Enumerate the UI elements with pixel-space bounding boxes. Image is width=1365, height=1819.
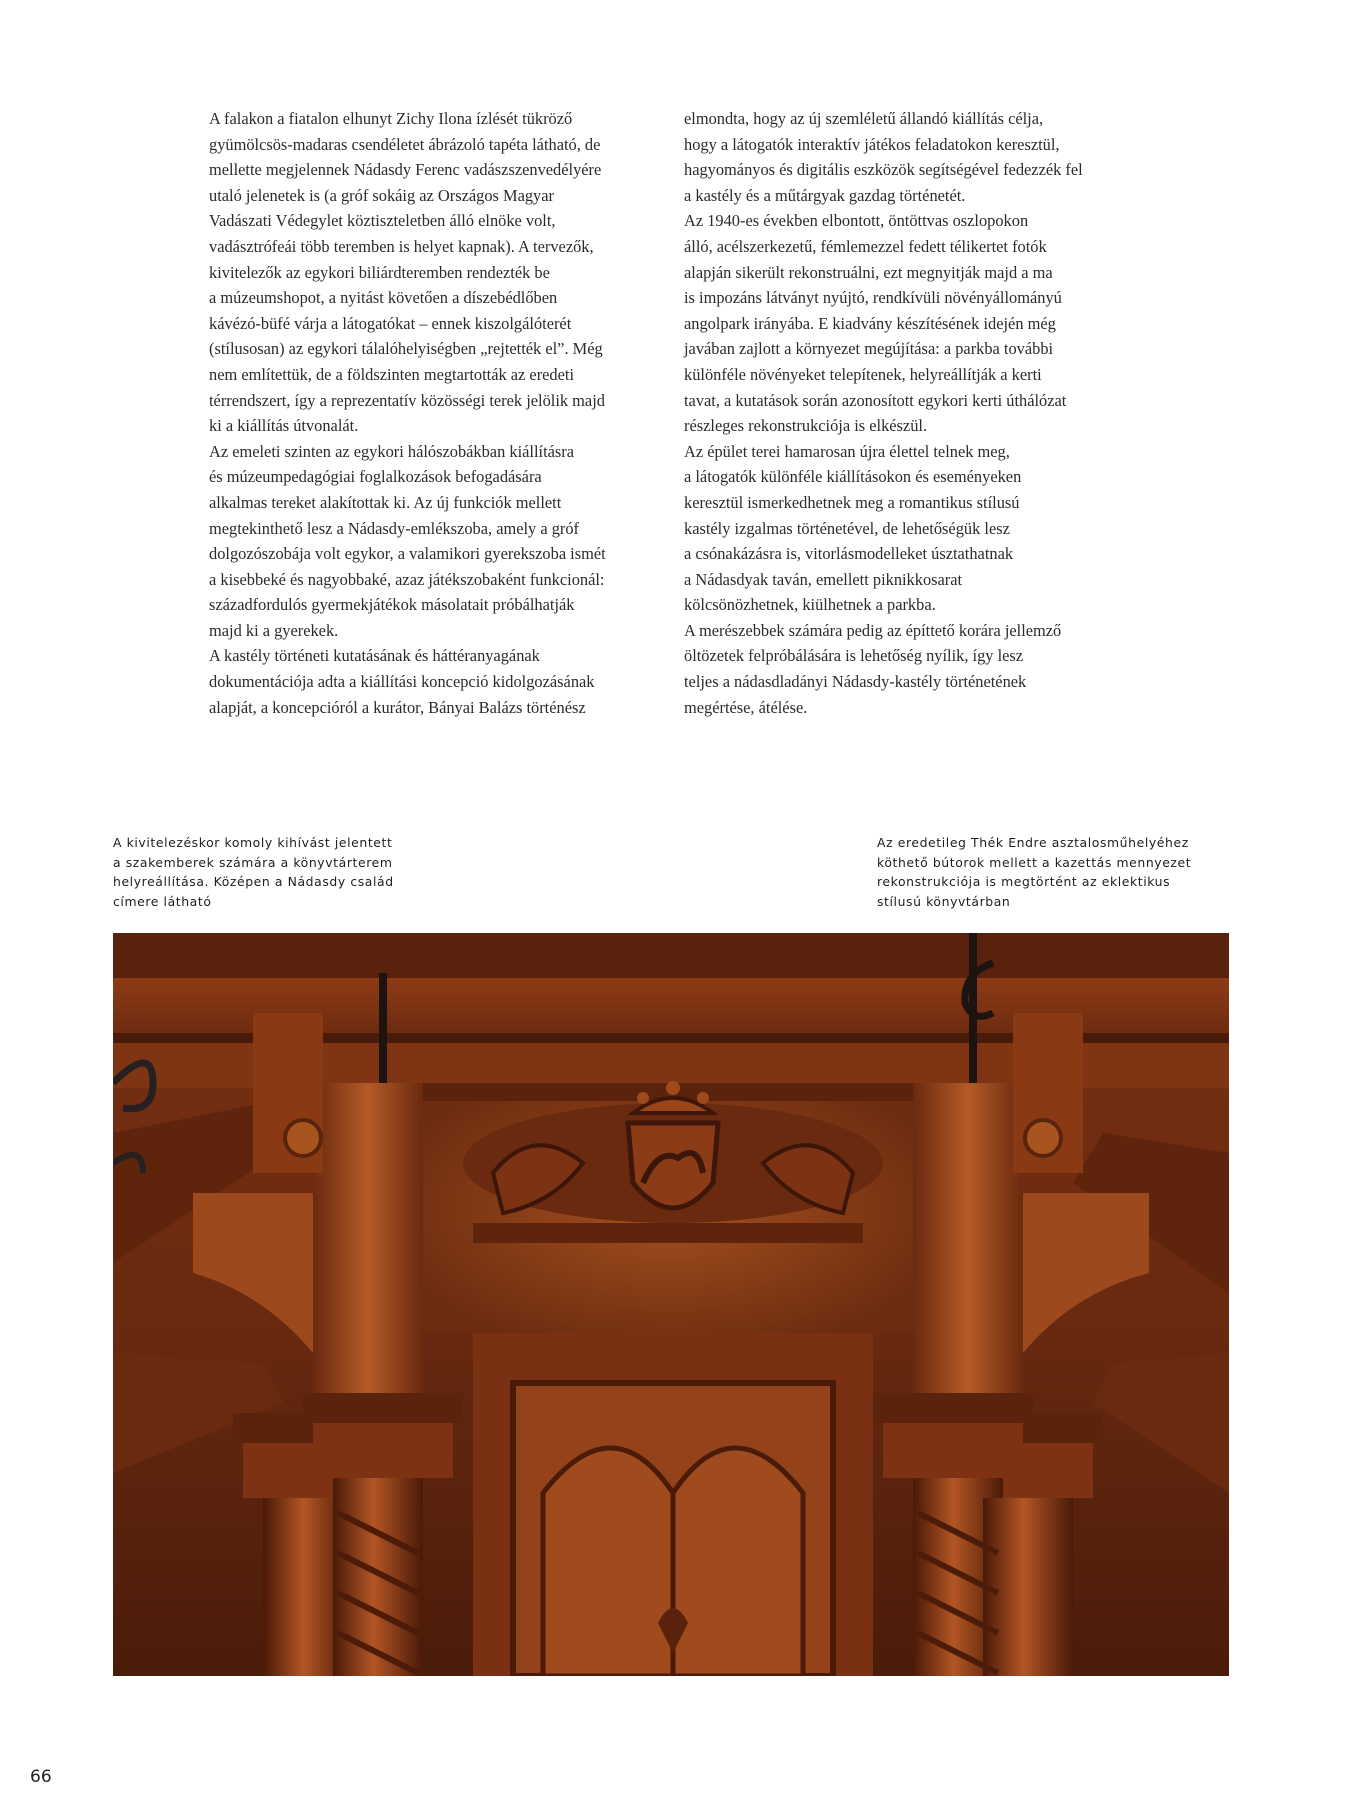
text-line: elmondta, hogy az új szemléletű állandó kiállítás célja, [684,109,1044,128]
text-line: Az 1940-es években elbontott, öntöttvas oszlopokon [684,211,1029,231]
text-line: javában zajlott a környezet megújítása: a parkba további [684,339,1054,359]
caption-line: A kivitelezéskor komoly kihívást jelentett [113,835,393,850]
text-line: hogy a látogatók interaktív játékos feladatokon keresztül, [684,134,1060,154]
text-line: dokumentációja adta a kiállítási koncepció kidolgozásának [209,672,595,692]
caption-line: Az eredetileg Thék Endre asztalosműhelyéhez [877,835,1189,850]
text-line: a kisebbeké és nagyobbaké, azaz játékszobaként funkcionál: [209,569,605,589]
text-line: alapját, a koncepcióról a kurátor, Bányai Balázs történész [209,697,586,717]
text-line: kölcsönözhetnek, kiülhetnek a parkba. [684,595,936,615]
text-line: alkalmas tereket alakítottak ki. Az új funkciók mellett [209,492,562,512]
text-line: álló, acélszerkezetű, fémlemezzel fedett télikertet fotók [684,236,1047,256]
text-line: századfordulós gyermekjátékok másolatait próbálhatják [209,595,575,615]
library-woodwork-photo [113,933,1229,1676]
text-line: vadásztrófeái több teremben is helyet kapnak). A tervezők, [209,236,594,256]
photo-caption-left [113,833,394,911]
text-line: mellette megjelennek Nádasdy Ferenc vadászszenvedélyére [209,160,602,180]
text-line: és múzeumpedagógiai foglalkozások befogadására [209,467,542,487]
text-line: a kastély és a műtárgyak gazdag történetét. [684,185,966,205]
caption-line: köthető bútorok mellett a kazettás mennyezet [877,854,1192,870]
text-line: teljes a nádasdladányi Nádasdy-kastély történetének [684,672,1027,692]
photo-caption-right [877,833,1191,911]
text-line: ki a kiállítás útvonalát. [209,416,359,436]
body-text-right-column [684,106,1154,720]
text-line: a látogatók különféle kiállításokon és eseményeken [684,467,1022,487]
text-line: majd ki a gyerekek. [209,620,339,640]
text-line: A kastély történeti kutatásának és háttéranyagának [209,646,540,666]
caption-line: a szakemberek számára a könyvtárterem [113,854,393,870]
page-number: 66 [30,1767,52,1787]
text-line: a Nádasdyak taván, emellett piknikkosarat [684,569,963,589]
text-line: megértése, átélése. [684,697,808,717]
text-line: részleges rekonstrukciója is elkészül. [684,416,928,436]
caption-line: stílusú könyvtárban [877,893,1011,909]
text-line: is impozáns látványt nyújtó, rendkívüli növényállományú [684,288,1062,308]
text-line: angolpark irányába. E kiadvány készítésének idején még [684,313,1056,333]
caption-line: helyreállítása. Középen a Nádasdy család [113,874,394,890]
text-line: nem említettük, de a földszinten megtartották az eredeti [209,364,575,384]
text-line: megtekinthető lesz a Nádasdy-emlékszoba, amely a gróf [209,518,580,538]
text-line: Az épület terei hamarosan újra élettel telnek meg, [684,441,1010,461]
text-line: keresztül ismerkedhetnek meg a romantikus stílusú [684,492,1020,512]
text-line: gyümölcsös-madaras csendéletet ábrázoló tapéta látható, de [209,134,601,154]
text-line: a csónakázásra is, vitorlásmodelleket úsztathatnak [684,544,1014,564]
text-line: utaló jelenetek is (a gróf sokáig az Országos Magyar [209,185,554,205]
text-line: kivitelezők az egykori biliárdteremben rendezték be [209,262,550,282]
text-line: térrendszert, így a reprezentatív közösségi terek jelölik majd [209,390,605,410]
text-line: hagyományos és digitális eszközök segítségével fedezzék fel [684,160,1083,180]
text-line: A falakon a fiatalon elhunyt Zichy Ilona ízlését tükröző [209,109,573,128]
body-text-left-column [209,106,659,720]
text-line: (stílusosan) az egykori tálalóhelyiségben „rejtették el”. Még [209,339,603,359]
text-line: Az emeleti szinten az egykori hálószobákban kiállításra [209,441,575,461]
text-line: a múzeumshopot, a nyitást követően a díszebédlőben [209,288,558,308]
text-line: Vadászati Védegylet köztiszteletben álló elnöke volt, [209,211,556,231]
text-line: alapján sikerült rekonstruálni, ezt megnyitják majd a ma [684,262,1053,282]
text-line: A merészebbek számára pedig az építtető korára jellemző [684,620,1062,640]
caption-line: rekonstrukciója is megtörtént az eklektikus [877,874,1171,890]
caption-line: címere látható [113,893,212,909]
text-line: tavat, a kutatások során azonosított egykori kerti úthálózat [684,390,1067,410]
text-line: dolgozószobája volt egykor, a valamikori gyerekszoba ismét [209,544,606,564]
text-line: kastély izgalmas történetével, de lehetőségük lesz [684,518,1010,538]
text-line: öltözetek felpróbálására is lehetőség nyílik, így lesz [684,646,1024,666]
text-line: kávézó-büfé várja a látogatókat – ennek kiszolgálóterét [209,313,572,333]
text-line: különféle növényeket telepítenek, helyreállítják a kerti [684,364,1042,384]
